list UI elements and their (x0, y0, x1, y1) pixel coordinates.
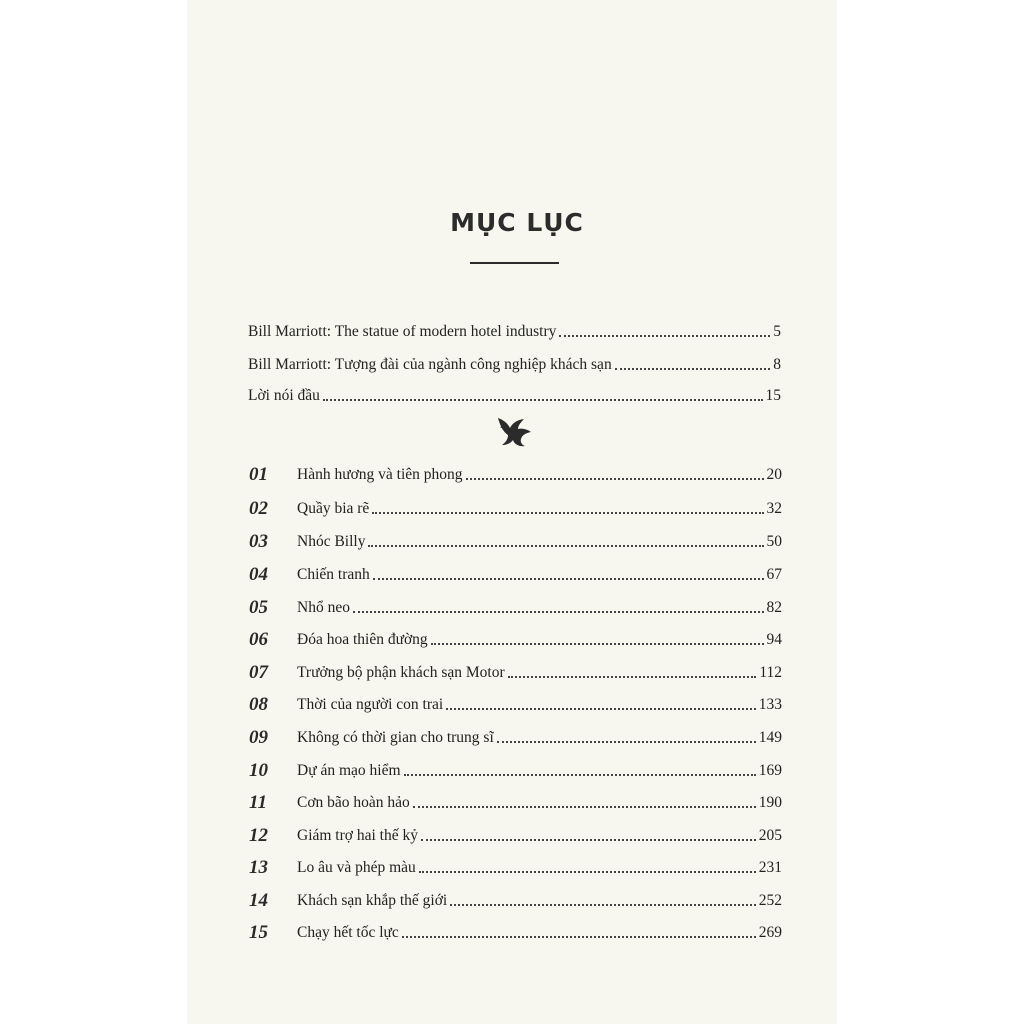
chapter-number: 13 (249, 857, 268, 878)
chapter-number: 06 (249, 629, 268, 650)
front-matter-entry (248, 314, 781, 342)
chapter-page-number: 231 (758, 859, 782, 876)
dot-leader (402, 936, 756, 938)
dot-leader (372, 512, 763, 514)
chapter-title: Khách sạn khắp thế giới (297, 892, 448, 909)
entry-title: Lời nói đầu (248, 387, 320, 404)
dot-leader (615, 368, 771, 370)
dot-leader (466, 478, 764, 480)
dot-leader (431, 643, 764, 645)
chapter-page-number: 252 (758, 892, 782, 909)
chapter-number: 01 (249, 464, 268, 485)
dot-leader (450, 904, 756, 906)
dot-leader (446, 708, 756, 710)
chapter-title: Hành hương và tiên phong (297, 466, 463, 483)
chapter-page-number: 20 (766, 466, 782, 483)
chapter-page-number: 133 (758, 696, 782, 713)
entry-page-number: 15 (765, 387, 781, 404)
chapter-number: 12 (249, 825, 268, 846)
toc-heading: MỤC LỤC (450, 208, 584, 237)
chapter-title: Nhổ neo (297, 599, 350, 616)
chapter-number: 11 (249, 792, 267, 813)
chapter-title: Lo âu và phép màu (297, 859, 416, 876)
chapter-entry (249, 785, 782, 813)
chapter-entry (249, 850, 782, 878)
chapter-number: 09 (249, 727, 268, 748)
dot-leader (421, 839, 756, 841)
chapter-page-number: 269 (758, 924, 782, 941)
entry-page-number: 8 (773, 356, 781, 373)
chapter-entry (249, 557, 782, 585)
chapter-number: 10 (249, 760, 268, 781)
chapter-number: 02 (249, 498, 268, 519)
dot-leader (497, 741, 756, 743)
chapter-title: Nhóc Billy (297, 533, 366, 550)
chapter-title: Quầy bia rẽ (297, 500, 370, 517)
chapter-number: 15 (249, 922, 268, 943)
dot-leader (323, 399, 763, 401)
chapter-page-number: 112 (759, 664, 782, 681)
chapter-number: 04 (249, 564, 268, 585)
front-matter-entry (248, 347, 781, 375)
chapter-entry (249, 524, 782, 552)
chapter-page-number: 149 (758, 729, 782, 746)
chapter-entry (249, 720, 782, 748)
chapter-entry (249, 590, 782, 618)
chapter-page-number: 205 (758, 827, 782, 844)
chapter-entry (249, 883, 782, 911)
chapter-entry (249, 818, 782, 846)
chapter-page-number: 169 (758, 762, 782, 779)
dot-leader (368, 545, 763, 547)
dot-leader (404, 774, 756, 776)
chapter-title: Dự án mạo hiểm (297, 762, 401, 779)
heading-underline (470, 262, 559, 264)
chapter-page-number: 190 (758, 794, 782, 811)
dot-leader (559, 335, 770, 337)
chapter-entry (249, 655, 782, 683)
dot-leader (508, 676, 757, 678)
chapter-entry (249, 457, 782, 485)
chapter-number: 03 (249, 531, 268, 552)
chapter-number: 08 (249, 694, 268, 715)
chapter-title: Trưởng bộ phận khách sạn Motor (297, 664, 505, 681)
chapter-entry (249, 753, 782, 781)
entry-title: Bill Marriott: Tượng đài của ngành công nghiệp khách sạn (248, 356, 612, 373)
chapter-page-number: 67 (766, 566, 782, 583)
griffin-ornament-icon (494, 414, 534, 448)
chapter-title: Không có thời gian cho trung sĩ (297, 729, 494, 746)
chapter-page-number: 50 (766, 533, 782, 550)
entry-title: Bill Marriott: The statue of modern hotel industry (248, 323, 557, 340)
chapter-title: Thời của người con trai (297, 696, 444, 713)
dot-leader (413, 806, 756, 808)
chapter-page-number: 94 (766, 631, 782, 648)
chapter-number: 14 (249, 890, 268, 911)
chapter-title: Cơn bão hoàn hảo (297, 794, 410, 811)
chapter-title: Giám trợ hai thế kỷ (297, 827, 418, 844)
chapter-entry (249, 915, 782, 943)
chapter-title: Đóa hoa thiên đường (297, 631, 428, 648)
dot-leader (373, 578, 764, 580)
chapter-number: 05 (249, 597, 268, 618)
chapter-page-number: 32 (766, 500, 782, 517)
dot-leader (419, 871, 756, 873)
entry-page-number: 5 (773, 323, 781, 340)
chapter-entry (249, 687, 782, 715)
chapter-page-number: 82 (766, 599, 782, 616)
chapter-title: Chiến tranh (297, 566, 370, 583)
chapter-number: 07 (249, 662, 268, 683)
front-matter-entry (248, 378, 781, 406)
chapter-entry (249, 491, 782, 519)
chapter-entry (249, 622, 782, 650)
chapter-title: Chạy hết tốc lực (297, 924, 399, 941)
dot-leader (353, 611, 764, 613)
